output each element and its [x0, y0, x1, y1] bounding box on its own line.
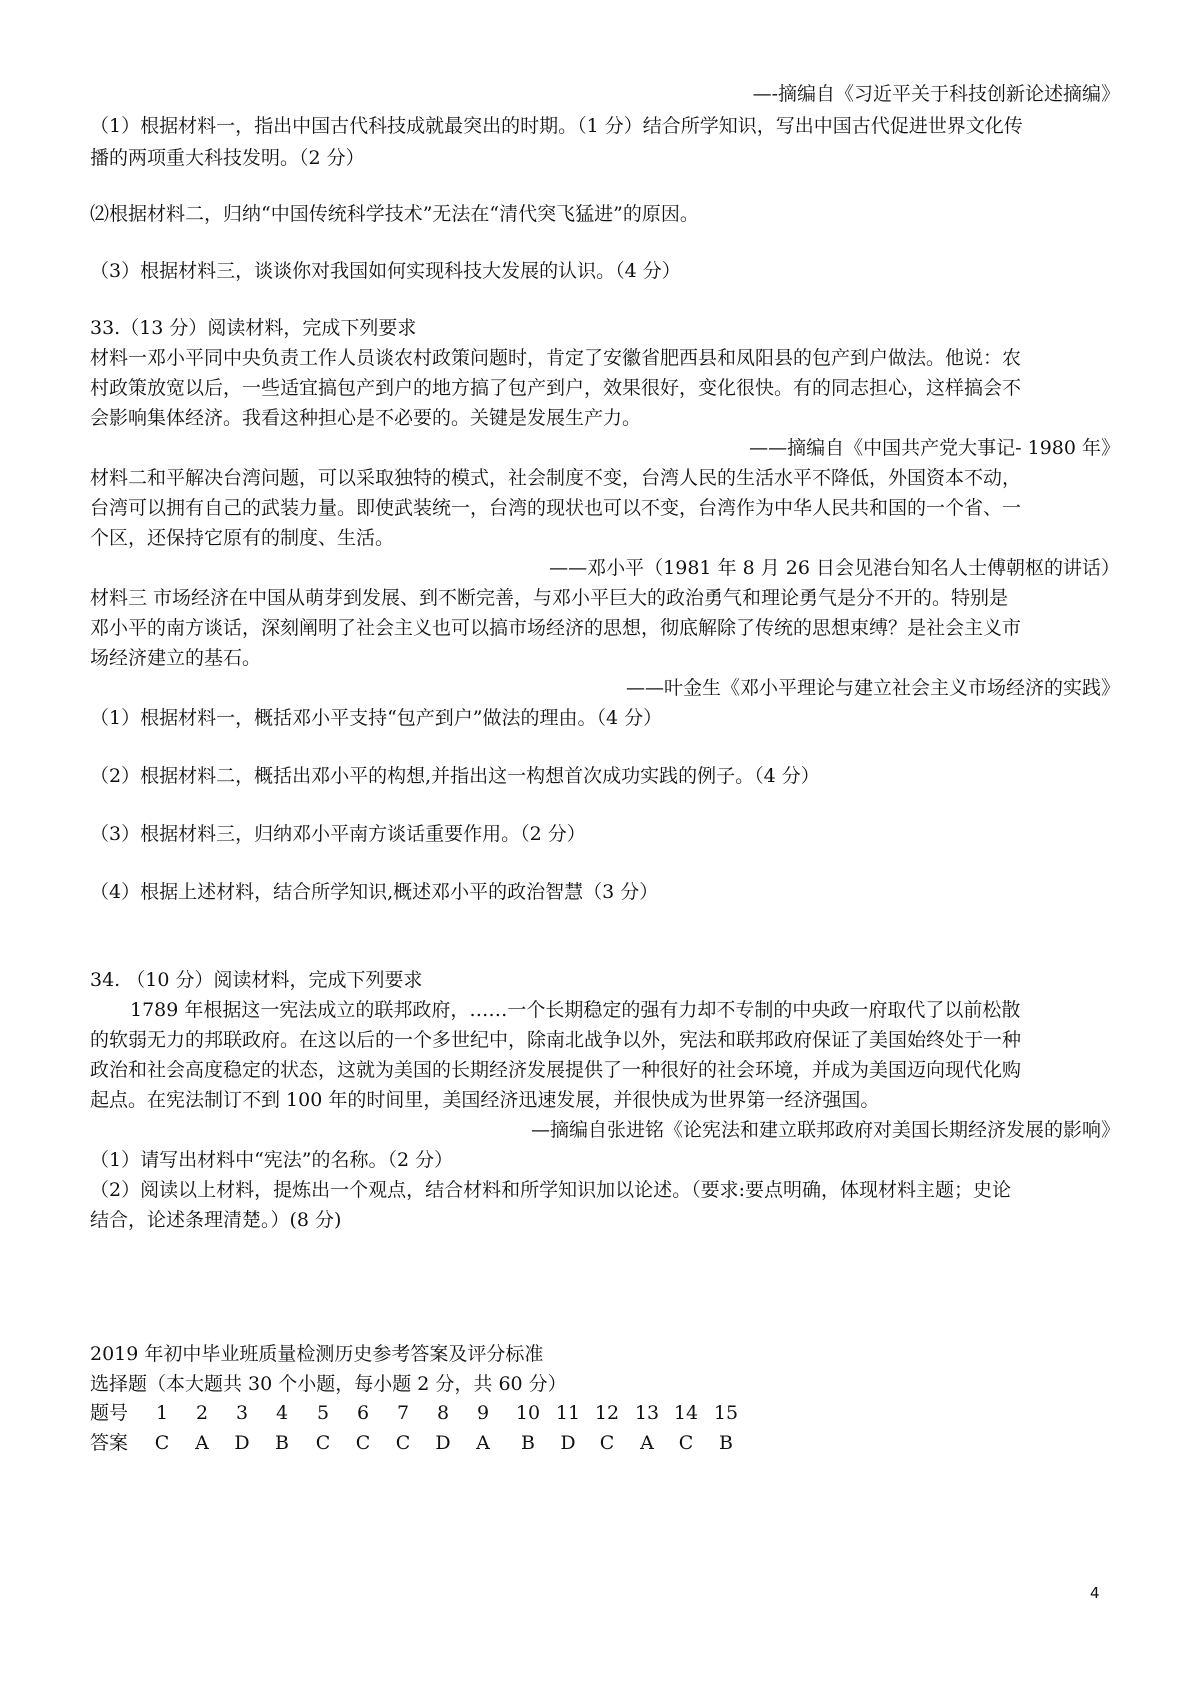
q33-material3-line1: 材料三 市场经济在中国从萌芽到发展、到不断完善，与邓小平巨大的政治勇气和理论勇气是分不开的。特别是: [90, 587, 1009, 609]
q33-material1-source: ——摘编自《中国共产党大事记- 1980 年》: [749, 437, 1120, 459]
answer-number: 1: [155, 1402, 169, 1424]
q34-sub2-line2: 结合，论述条理清楚。）(8 分): [90, 1209, 342, 1231]
answer-letter: C: [599, 1432, 615, 1454]
answer-number: 12: [594, 1402, 620, 1424]
q34-paragraph-line2: 的软弱无力的邦联政府。在这以后的一个多世纪中，除南北战争以外，宪法和联邦政府保证了美国始终处于一种: [90, 1029, 1022, 1051]
q34-sub2-line1: （2）阅读以上材料，提炼出一个观点，结合材料和所学知识加以论述。（要求:要点明确，体现材料主题；史论: [90, 1179, 1011, 1201]
answer-letter: C: [154, 1432, 170, 1454]
answer-letter: A: [640, 1432, 654, 1454]
q33-material2-line2: 台湾可以拥有自己的武装力量。即使武装统一，台湾的现状也可以不变，台湾作为中华人民共和国的一个省、一: [90, 497, 1022, 519]
q32-source: —-摘编自《习近平关于科技创新论述摘编》: [752, 83, 1120, 105]
q33-sub4: （4）根据上述材料，结合所学知识,概述邓小平的政治智慧（3 分）: [90, 881, 659, 903]
q33-material2-line1: 材料二和平解决台湾问题，可以采取独特的模式，社会制度不变，台湾人民的生活水平不降低，外国资本不动，: [90, 467, 1022, 489]
q34-sub1: （1）请写出材料中“宪法”的名称。（2 分）: [90, 1149, 454, 1171]
answer-letter: A: [195, 1432, 209, 1454]
q32-sub1-line1: （1）根据材料一，指出中国古代科技成就最突出的时期。（1 分）结合所学知识，写出中国古代促进世界文化传: [90, 115, 1023, 137]
q34-paragraph-line1: 1789 年根据这一宪法成立的联邦政府，……一个长期稳定的强有力却不专制的中央政一府取代了以前松散: [130, 999, 1021, 1021]
page-number: 4: [1090, 1584, 1100, 1602]
answer-letter: B: [719, 1432, 733, 1454]
answer-letter: D: [435, 1432, 451, 1454]
answer-number: 9: [476, 1402, 490, 1424]
answer-letter: C: [678, 1432, 694, 1454]
answer-number: 15: [713, 1402, 739, 1424]
answer-table-numbers-row: [90, 1398, 1090, 1428]
answer-number: 2: [195, 1402, 209, 1424]
q34-source: —摘编自张进铭《论宪法和建立联邦政府对美国长期经济发展的影响》: [530, 1119, 1120, 1141]
answer-number: 4: [275, 1402, 289, 1424]
q33-material1-line1: 材料一邓小平同中央负责工作人员谈农村政策问题时，肯定了安徽省肥西县和凤阳县的包产到户做法。他说：农: [90, 347, 1022, 369]
q33-material3-source: ——叶金生《邓小平理论与建立社会主义市场经济的实践》: [625, 677, 1120, 699]
answer-number: 11: [555, 1402, 581, 1424]
q33-material2-source: ——邓小平（1981 年 8 月 26 日会见港台知名人士傅朝枢的讲话）: [549, 557, 1120, 579]
answer-number: 5: [316, 1402, 330, 1424]
answer-letter: A: [476, 1432, 490, 1454]
q34-paragraph-line4: 起点。在宪法制订不到 100 年的时间里，美国经济迅速发展，并很快成为世界第一经济强国。: [90, 1089, 880, 1111]
q33-material2-line3: 个区，还保持它原有的制度、生活。: [90, 527, 395, 549]
answer-letter: D: [560, 1432, 576, 1454]
q32-sub2: ⑵根据材料二，归纳“中国传统科学技术”无法在“清代突飞猛进”的原因。: [90, 203, 699, 225]
answer-number: 10: [515, 1402, 541, 1424]
q33-sub1: （1）根据材料一，概括邓小平支持“包产到户”做法的理由。（4 分）: [90, 707, 663, 729]
q32-sub3: （3）根据材料三，谈谈你对我国如何实现科技大发展的认识。（4 分）: [90, 260, 681, 282]
answer-table-number-label: 题号: [90, 1402, 129, 1424]
q32-sub1-line2: 播的两项重大科技发明。（2 分）: [90, 147, 365, 169]
answers-title: 2019 年初中毕业班质量检测历史参考答案及评分标准: [90, 1343, 544, 1365]
answer-table-letters-row: [90, 1428, 1090, 1458]
q34-header: 34. （10 分）阅读材料，完成下列要求: [90, 969, 423, 991]
answer-letter: C: [395, 1432, 411, 1454]
answer-number: 14: [673, 1402, 699, 1424]
answer-letter: C: [355, 1432, 371, 1454]
answer-letter: D: [234, 1432, 250, 1454]
q34-paragraph-line3: 政治和社会高度稳定的状态，这就为美国的长期经济发展提供了一种很好的社会环境，并成为美国迈向现代化购: [90, 1059, 1022, 1081]
q33-header: 33.（13 分）阅读材料，完成下列要求: [90, 317, 417, 339]
q33-material1-line2: 村政策放宽以后，一些适宜搞包产到户的地方搞了包产到户，效果很好，变化很快。有的同志担心，这样搞会不: [90, 377, 1022, 399]
answer-letter: C: [315, 1432, 331, 1454]
answer-number: 13: [634, 1402, 660, 1424]
answer-letter: B: [275, 1432, 289, 1454]
q33-material3-line2: 邓小平的南方谈话，深刻阐明了社会主义也可以搞市场经济的思想，彻底解除了传统的思想束缚？是社会主义市: [90, 617, 1022, 639]
answer-number: 3: [235, 1402, 249, 1424]
answer-number: 8: [436, 1402, 450, 1424]
answer-table-answer-label: 答案: [90, 1432, 129, 1454]
answer-number: 6: [356, 1402, 370, 1424]
q33-sub2: （2）根据材料二，概括出邓小平的构想,并指出这一构想首次成功实践的例子。（4 分）: [90, 765, 820, 787]
q33-sub3: （3）根据材料三，归纳邓小平南方谈话重要作用。（2 分）: [90, 823, 586, 845]
answers-section-heading: 选择题（本大题共 30 个小题，每小题 2 分，共 60 分）: [90, 1373, 567, 1395]
answer-letter: B: [521, 1432, 535, 1454]
q33-material3-line3: 场经济建立的基石。: [90, 647, 262, 669]
answer-number: 7: [396, 1402, 410, 1424]
q33-material1-line3: 会影响集体经济。我看这种担心是不必要的。关键是发展生产力。: [90, 407, 642, 429]
